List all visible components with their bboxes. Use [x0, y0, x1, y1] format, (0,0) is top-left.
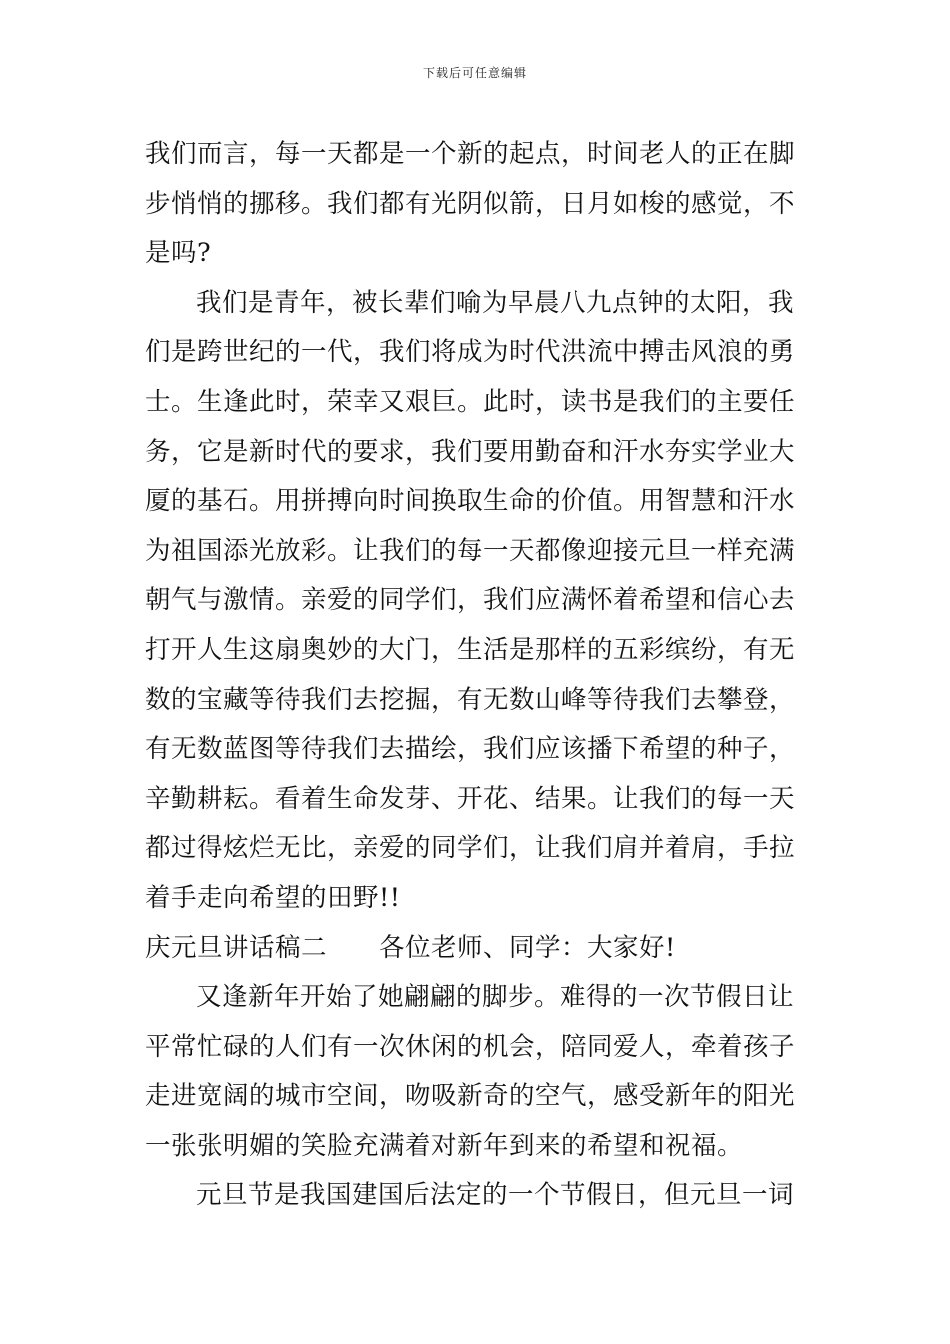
text-line: 数的宝藏等待我们去挖掘，有无数山峰等待我们去攀登， [145, 684, 796, 715]
text-line: 步悄悄的挪移。我们都有光阴似箭，日月如梭的感觉，不 [145, 188, 796, 219]
text-line: 我们而言，每一天都是一个新的起点，时间老人的正在脚 [145, 139, 796, 169]
text-line: 辛勤耕耘。看着生命发芽、开花、结果。让我们的每一天 [145, 783, 796, 814]
text-line: 走进宽阔的城市空间，吻吸新奇的空气，感受新年的阳光 [145, 1081, 796, 1112]
text-line: 着手走向希望的田野!! [145, 882, 401, 913]
paragraph-start-line: 元旦节是我国建国后法定的一个节假日，但元旦一词 [196, 1180, 795, 1211]
text-line: 厦的基石。用拼搏向时间换取生命的价值。用智慧和汗水 [145, 486, 796, 517]
text-line: 朝气与激情。亲爱的同学们，我们应满怀着希望和信心去 [145, 585, 796, 616]
text-line: 打开人生这扇奥妙的大门，生活是那样的五彩缤纷，有无 [145, 634, 796, 665]
document-body [145, 130, 810, 1221]
text-line: 平常忙碌的人们有一次休闲的机会，陪同爱人，牵着孩子 [145, 1031, 796, 1062]
text-line: 们是跨世纪的一代，我们将成为时代洪流中搏击风浪的勇 [145, 337, 796, 368]
section-heading-title: 庆元旦讲话稿二 [145, 932, 328, 963]
paragraph-start-line: 我们是青年，被长辈们喻为早晨八九点钟的太阳，我 [196, 287, 795, 318]
section-heading-greeting: 各位老师、同学：大家好! [379, 932, 676, 963]
text-line: 都过得炫烂无比，亲爱的同学们，让我们肩并着肩，手拉 [145, 833, 796, 864]
text-line: 有无数蓝图等待我们去描绘，我们应该播下希望的种子， [145, 734, 796, 765]
text-line: 为祖国添光放彩。让我们的每一天都像迎接元旦一样充满 [145, 535, 796, 566]
paragraph-start-line: 又逢新年开始了她翩翩的脚步。难得的一次节假日让 [196, 982, 795, 1013]
text-line: 务，它是新时代的要求，我们要用勤奋和汗水夯实学业大 [145, 436, 796, 467]
section-heading-line [145, 924, 810, 974]
text-line: 是吗? [145, 238, 212, 269]
text-line: 士。生逢此时，荣幸又艰巨。此时，读书是我们的主要任 [145, 386, 796, 417]
header-note: 下载后可任意编辑 [422, 66, 527, 80]
text-line: 一张张明媚的笑脸充满着对新年到来的希望和祝福。 [145, 1130, 744, 1161]
